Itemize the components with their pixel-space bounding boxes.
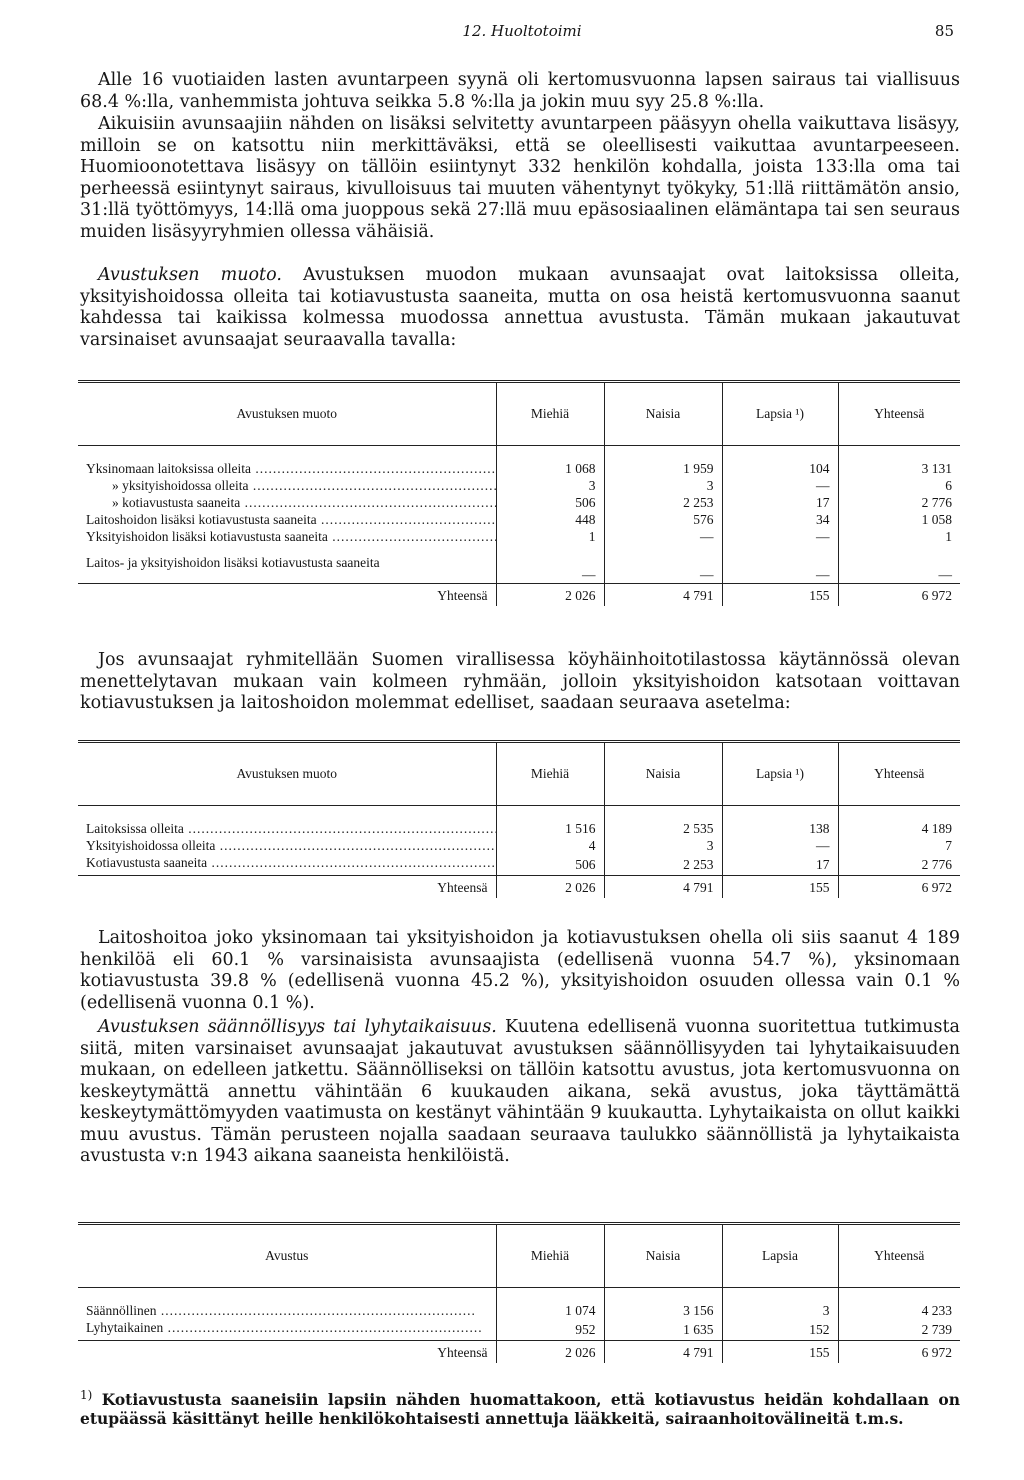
total-label: Yhteensä <box>78 1341 496 1364</box>
cell-children: — <box>722 528 838 545</box>
cell-women: 3 <box>604 837 722 854</box>
footnote-text: Kotiavustusta saaneisiin lapsiin nähden huomattakoon, että kotiavustus heidän kohdallaan on etupäässä käsittänyt heille henkilökohtaisesti annettuja lääkkeitä, sairaanhoitovälineitä t.m.s. <box>80 1390 960 1429</box>
col-header-form: Avustuksen muoto <box>236 406 338 421</box>
section-heading-regularity: Avustuksen säännöllisyys tai lyhytaikaisuus. <box>98 1017 497 1037</box>
footnote <box>80 1386 960 1428</box>
cell-children: 3 <box>722 1288 838 1320</box>
cell-men: 448 <box>496 511 604 528</box>
paragraph-regularity <box>80 1017 960 1168</box>
total-women: 4 791 <box>604 584 722 607</box>
cell-children: 104 <box>722 446 838 478</box>
row-label: Yksinomaan laitoksissa olleita ..... <box>78 446 496 478</box>
paragraph-form-of-aid-text: Avustuksen muodon mukaan avunsaajat ovat laitoksissa olleita, yksityishoidossa olleita tai kotiavustusta saaneita, mutta on osa heistä kertomusvuonna saanut kahdessa tai kaikissa kolmessa muodossa annettua avustusta. Tämän mukaan jakautuvat varsinaiset avunsaajat seuraavalla tavalla: <box>80 265 960 350</box>
total-total: 6 972 <box>838 1341 960 1364</box>
row-label: Lyhytaikainen ..... <box>78 1319 496 1341</box>
cell-children: 17 <box>722 854 838 876</box>
cell-children: — <box>722 545 838 584</box>
table-row <box>78 494 960 511</box>
col-header-form: Avustuksen muoto <box>236 766 338 781</box>
chapter-title: 12. Huoltotoimi <box>462 22 582 40</box>
cell-total: — <box>838 545 960 584</box>
total-men: 2 026 <box>496 876 604 899</box>
row-label: Säännöllinen ..... <box>78 1288 496 1320</box>
table-row <box>78 1319 960 1341</box>
cell-total: 4 233 <box>838 1288 960 1320</box>
cell-children: — <box>722 837 838 854</box>
cell-children: 138 <box>722 806 838 838</box>
cell-men: 1 516 <box>496 806 604 838</box>
cell-women: — <box>604 528 722 545</box>
cell-men: 506 <box>496 494 604 511</box>
total-women: 4 791 <box>604 876 722 899</box>
col-header-men: Miehiä <box>496 742 604 806</box>
table-aid-regularity <box>78 1222 960 1363</box>
running-head <box>82 22 962 46</box>
cell-women: 3 156 <box>604 1288 722 1320</box>
table-aid-form-detailed <box>78 380 960 606</box>
cell-women: 1 959 <box>604 446 722 478</box>
total-children: 155 <box>722 584 838 607</box>
table-aid-form-grouped <box>78 740 960 898</box>
cell-children: 152 <box>722 1319 838 1341</box>
cell-men: 3 <box>496 477 604 494</box>
total-children: 155 <box>722 1341 838 1364</box>
section-heading-form-of-aid: Avustuksen muoto. <box>98 265 282 285</box>
total-men: 2 026 <box>496 1341 604 1364</box>
table-row <box>78 837 960 854</box>
row-label: Laitoshoidon lisäksi kotiavustusta saaneita ..... <box>78 511 496 528</box>
table-row <box>78 511 960 528</box>
table-row <box>78 477 960 494</box>
cell-children: 17 <box>722 494 838 511</box>
cell-total: 4 189 <box>838 806 960 838</box>
cell-men: 1 068 <box>496 446 604 478</box>
col-header-total: Yhteensä <box>838 1224 960 1288</box>
cell-total: 2 739 <box>838 1319 960 1341</box>
cell-women: 2 253 <box>604 854 722 876</box>
col-header-women: Naisia <box>604 742 722 806</box>
total-total: 6 972 <box>838 584 960 607</box>
row-label: Yksityishoidon lisäksi kotiavustusta saaneita ..... <box>78 528 496 545</box>
row-label: Kotiavustusta saaneita ..... <box>78 854 496 876</box>
cell-women: 2 253 <box>604 494 722 511</box>
total-label: Yhteensä <box>78 584 496 607</box>
col-header-women: Naisia <box>604 1224 722 1288</box>
col-header-men: Miehiä <box>496 1224 604 1288</box>
total-men: 2 026 <box>496 584 604 607</box>
cell-total: 2 776 <box>838 854 960 876</box>
table-row <box>78 528 960 545</box>
table-row <box>78 854 960 876</box>
col-header-children: Lapsia ¹) <box>722 382 838 446</box>
cell-total: 6 <box>838 477 960 494</box>
paragraph-institutional-share: Laitoshoitoa joko yksinomaan tai yksityishoidon ja kotiavustuksen ohella oli siis saanut 4 189 henkilöä eli 60.1 % varsinaisista avunsaajista (edellisenä vuonna 54.7 %), yksinomaan kotiavustusta 39.8 % (edellisenä vuonna 45.2 %), yksityishoidon osuuden ollessa vain 0.1 % (edellisenä vuonna 0.1 %). <box>80 928 960 1013</box>
row-label: Yksityishoidossa olleita ..... <box>78 837 496 854</box>
total-label: Yhteensä <box>78 876 496 899</box>
row-label: » yksityishoidossa olleita ..... <box>78 477 496 494</box>
paragraph-three-groups: Jos avunsaajat ryhmitellään Suomen virallisessa köyhäinhoitotilastossa käytännössä olevan menettelytavan mukaan vain kolmeen ryhmään, jolloin yksityishoidon katsotaan voittavan kotiavustuksen ja laitoshoidon molemmat edelliset, saadaan seuraava asetelma: <box>80 650 960 713</box>
cell-women: 2 535 <box>604 806 722 838</box>
col-header-women: Naisia <box>604 382 722 446</box>
col-header-aid: Avustus <box>265 1248 309 1263</box>
cell-men: 1 074 <box>496 1288 604 1320</box>
cell-women: 3 <box>604 477 722 494</box>
footnote-mark: 1) <box>80 1388 93 1402</box>
col-header-children: Lapsia ¹) <box>722 742 838 806</box>
cell-women: 1 635 <box>604 1319 722 1341</box>
row-label: » kotiavustusta saaneita ..... <box>78 494 496 511</box>
cell-men: — <box>496 545 604 584</box>
cell-men: 506 <box>496 854 604 876</box>
total-total: 6 972 <box>838 876 960 899</box>
page-number: 85 <box>934 22 954 40</box>
total-women: 4 791 <box>604 1341 722 1364</box>
table-row <box>78 545 960 584</box>
cell-total: 2 776 <box>838 494 960 511</box>
table-total-row <box>78 584 960 607</box>
col-header-total: Yhteensä <box>838 742 960 806</box>
col-header-total: Yhteensä <box>838 382 960 446</box>
cell-total: 1 <box>838 528 960 545</box>
row-label: Laitoksissa olleita ..... <box>78 806 496 838</box>
col-header-men: Miehiä <box>496 382 604 446</box>
cell-total: 7 <box>838 837 960 854</box>
cell-women: 576 <box>604 511 722 528</box>
cell-women: — <box>604 545 722 584</box>
cell-total: 3 131 <box>838 446 960 478</box>
paragraph-form-of-aid <box>80 265 960 351</box>
cell-men: 952 <box>496 1319 604 1341</box>
cell-children: 34 <box>722 511 838 528</box>
paragraph-child-needs: Alle 16 vuotiaiden lasten avuntarpeen syynä oli kertomusvuonna lapsen sairaus tai viallisuus 68.4 %:lla, vanhemmista johtuva seikka 5.8 %:lla ja jokin muu syy 25.8 %:lla. <box>80 70 960 112</box>
table-total-row <box>78 876 960 899</box>
row-label: Laitos- ja yksityishoidon lisäksi kotiavustusta saaneita <box>86 554 380 570</box>
paragraph-regularity-text: Kuutena edellisenä vuonna suoritettua tutkimusta siitä, miten varsinaiset avunsaajat jakautuvat avustuksen säännöllisyyden tai lyhytaikaisuuden mukaan, on edelleen jatkettu. Säännölliseksi on tällöin katsottu avustus, jota kertomusvuonna on keskeytymättä annettu vähintään 6 kuukauden aikana, sekä avustus, joka täyttämättä keskeytymättömyyden vaatimusta on kestänyt vähintään 9 kuukautta. Lyhytaikaista on ollut kaikki muu avustus. Tämän perusteen nojalla saadaan seuraava taulukko säännöllistä ja lyhytaikaista avustusta v:n 1943 aikana saaneista henkilöistä. <box>80 1017 960 1166</box>
paragraph-secondary-causes: Aikuisiin avunsaajiin nähden on lisäksi selvitetty avuntarpeen pääsyyn ohella vaikuttava lisäsyy, milloin se on katsottu niin merkittäväksi, että se oleellisesti vaikuttaa avuntarpeeseen. Huomioonotettava lisäsyy on tällöin esiintynyt 332 henkilön kohdalla, joista 133:lla oma tai perheessä esiintynyt sairaus, kivulloisuus tai muuten vähentynyt työkyky, 51:llä riittämätön ansio, 31:llä työttömyys, 14:llä oma juoppous sekä 27:llä muu epäsosiaalinen elämäntapa tai sen seuraus muiden lisäsyyryhmien ollessa vähäisiä. <box>80 114 960 242</box>
col-header-children: Lapsia <box>722 1224 838 1288</box>
cell-children: — <box>722 477 838 494</box>
total-children: 155 <box>722 876 838 899</box>
table-row <box>78 446 960 478</box>
cell-total: 1 058 <box>838 511 960 528</box>
table-row <box>78 1288 960 1320</box>
table-row <box>78 806 960 838</box>
table-total-row <box>78 1341 960 1364</box>
cell-men: 1 <box>496 528 604 545</box>
cell-men: 4 <box>496 837 604 854</box>
